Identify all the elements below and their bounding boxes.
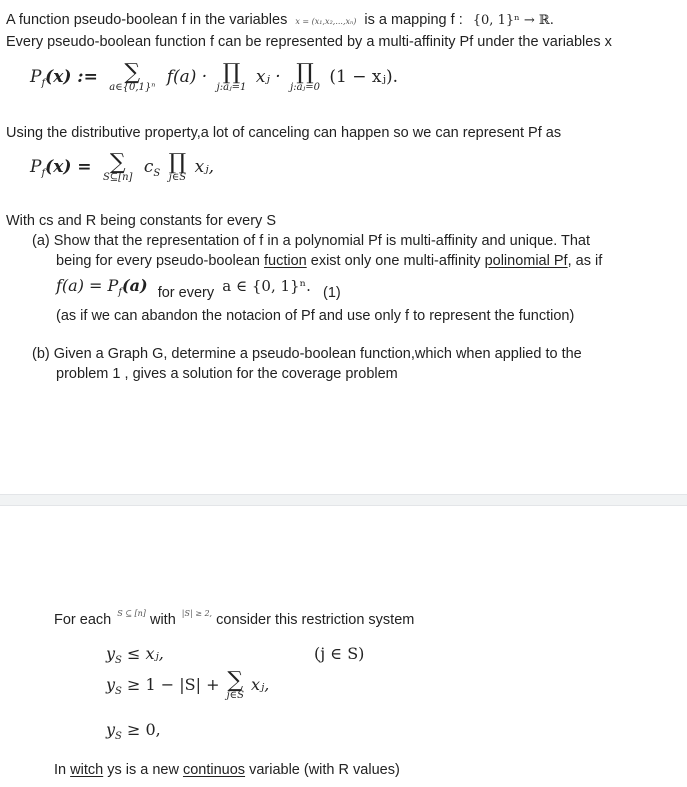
subset-math: S ⊆ [n]: [117, 609, 146, 618]
constraint-2-sum: ∑ j∈S: [226, 668, 244, 701]
product-operator-3: ∏ j∈S: [168, 150, 187, 183]
constraint-3-sub: S: [115, 731, 122, 742]
intro-line-2: Every pseudo-boolean function f can be represented by a multi-affinity Pf under the variables x: [6, 34, 612, 50]
constants-text: With cs and R being constants for every S: [6, 213, 276, 229]
constraint-1-condition: (j ∈ S): [314, 644, 365, 663]
part-b-line-1: (b) Given a Graph G, determine a pseudo-boolean function,which when applied to the: [32, 346, 582, 362]
variables-math: x = (x₁,x₂,...,xₙ): [295, 17, 357, 26]
equation-arg: (a): [122, 276, 148, 295]
intro-text-b: is a mapping f :: [364, 12, 463, 28]
constraint-1: [106, 644, 164, 666]
product-operator-2: ∏ j:aⱼ=0: [290, 60, 320, 93]
constraint-1-sub: S: [115, 655, 122, 666]
intro-text-a: A function pseudo-boolean f in the variables: [6, 12, 288, 28]
constraint-2: [106, 670, 269, 701]
equation-math: f(a) = P: [56, 276, 119, 295]
distributive-text: Using the distributive property,a lot of canceling can happen so we can represent Pf as: [6, 125, 562, 141]
constraint-3-y: y: [106, 720, 116, 739]
consider-text: consider this restriction system: [216, 612, 415, 628]
sum-limit-2: S⊆[n]: [102, 172, 133, 183]
final-text-a: In: [54, 762, 67, 778]
equation-subscript: f: [118, 287, 122, 298]
product-limit-2: j:aⱼ=0: [290, 82, 320, 93]
p-symbol-2: P: [30, 157, 42, 177]
spelling-error-witch: witch: [70, 762, 104, 778]
formula1-term-3: (1 − xⱼ).: [329, 67, 398, 87]
constraint-1-rest: ≤ xⱼ,: [127, 644, 164, 663]
formula2-term: xⱼ,: [194, 157, 215, 177]
constraint-3: [106, 720, 161, 742]
part-a-text-b: exist only one multi-affinity: [310, 253, 481, 269]
spelling-error-continuos: continuos: [182, 762, 246, 778]
for-each-text: For each: [54, 612, 112, 628]
for-each-line: [54, 609, 415, 628]
constraint-3-rest: ≥ 0,: [127, 720, 161, 739]
part-b-line-2: problem 1 , gives a solution for the coverage problem: [56, 366, 398, 382]
product-limit-1: j:aⱼ=1: [216, 82, 247, 93]
sum-operator-2: ∑ S⊆[n]: [102, 150, 133, 183]
with-text: with: [149, 612, 176, 628]
p-subscript: f: [41, 78, 46, 89]
formula-multiaffine-definition: [30, 62, 398, 93]
constraint-2-sum-limit: j∈S: [226, 690, 244, 701]
intro-line-1: [6, 12, 554, 28]
part-a-text-a: being for every pseudo-boolean: [56, 253, 260, 269]
part-a-line-1: (a) Show that the representation of f in a polynomial Pf is multi-affinity and unique. That: [32, 233, 591, 249]
sum-limit: a∈{0,1}ⁿ: [109, 82, 156, 93]
equation-number: (1): [323, 285, 341, 301]
constraint-2-sub: S: [115, 686, 122, 697]
constraint-1-y: y: [106, 644, 116, 663]
product-operator-1: ∏ j:aⱼ=1: [216, 60, 247, 93]
constraint-2-rest: ≥ 1 − |S| +: [127, 675, 220, 694]
size-math: |S| ≥ 2,: [181, 609, 213, 618]
constraint-2-y: y: [106, 675, 116, 694]
constraint-2-tail: xⱼ,: [251, 675, 270, 694]
mapping-math: {0, 1}ⁿ → ℝ.: [472, 13, 554, 28]
spelling-error-fuction: fuction: [263, 253, 307, 269]
spelling-error-polinomial: polinomial Pf: [484, 253, 568, 269]
final-text-c: variable (with R values): [249, 762, 400, 778]
domain-math: a ∈ {0, 1}ⁿ.: [222, 277, 311, 295]
formula1-term-1: f(a) ·: [166, 67, 208, 87]
formula1-lhs-arg: (x) :=: [45, 67, 98, 87]
part-a-text-c: , as if: [567, 253, 603, 269]
part-a-line-2: [56, 253, 602, 269]
formula2-lhs-arg: (x) =: [45, 157, 92, 177]
formula-polynomial-form: [30, 152, 214, 183]
coefficient: c: [143, 157, 154, 177]
formula1-term-2: xⱼ ·: [255, 67, 281, 87]
product-limit-3: j∈S: [168, 172, 187, 183]
page-break-divider: [0, 494, 687, 506]
final-line: [54, 762, 400, 778]
p-symbol: P: [30, 67, 42, 87]
final-text-b: ys is a new: [107, 762, 179, 778]
part-a-equation-line: [56, 276, 341, 301]
coefficient-subscript: S: [153, 168, 161, 179]
for-every-text: for every: [157, 285, 215, 301]
sum-operator: ∑ a∈{0,1}ⁿ: [109, 60, 156, 93]
part-a-line-4: (as if we can abandon the notacion of Pf and use only f to represent the function): [56, 308, 575, 324]
p-subscript-2: f: [41, 168, 46, 179]
